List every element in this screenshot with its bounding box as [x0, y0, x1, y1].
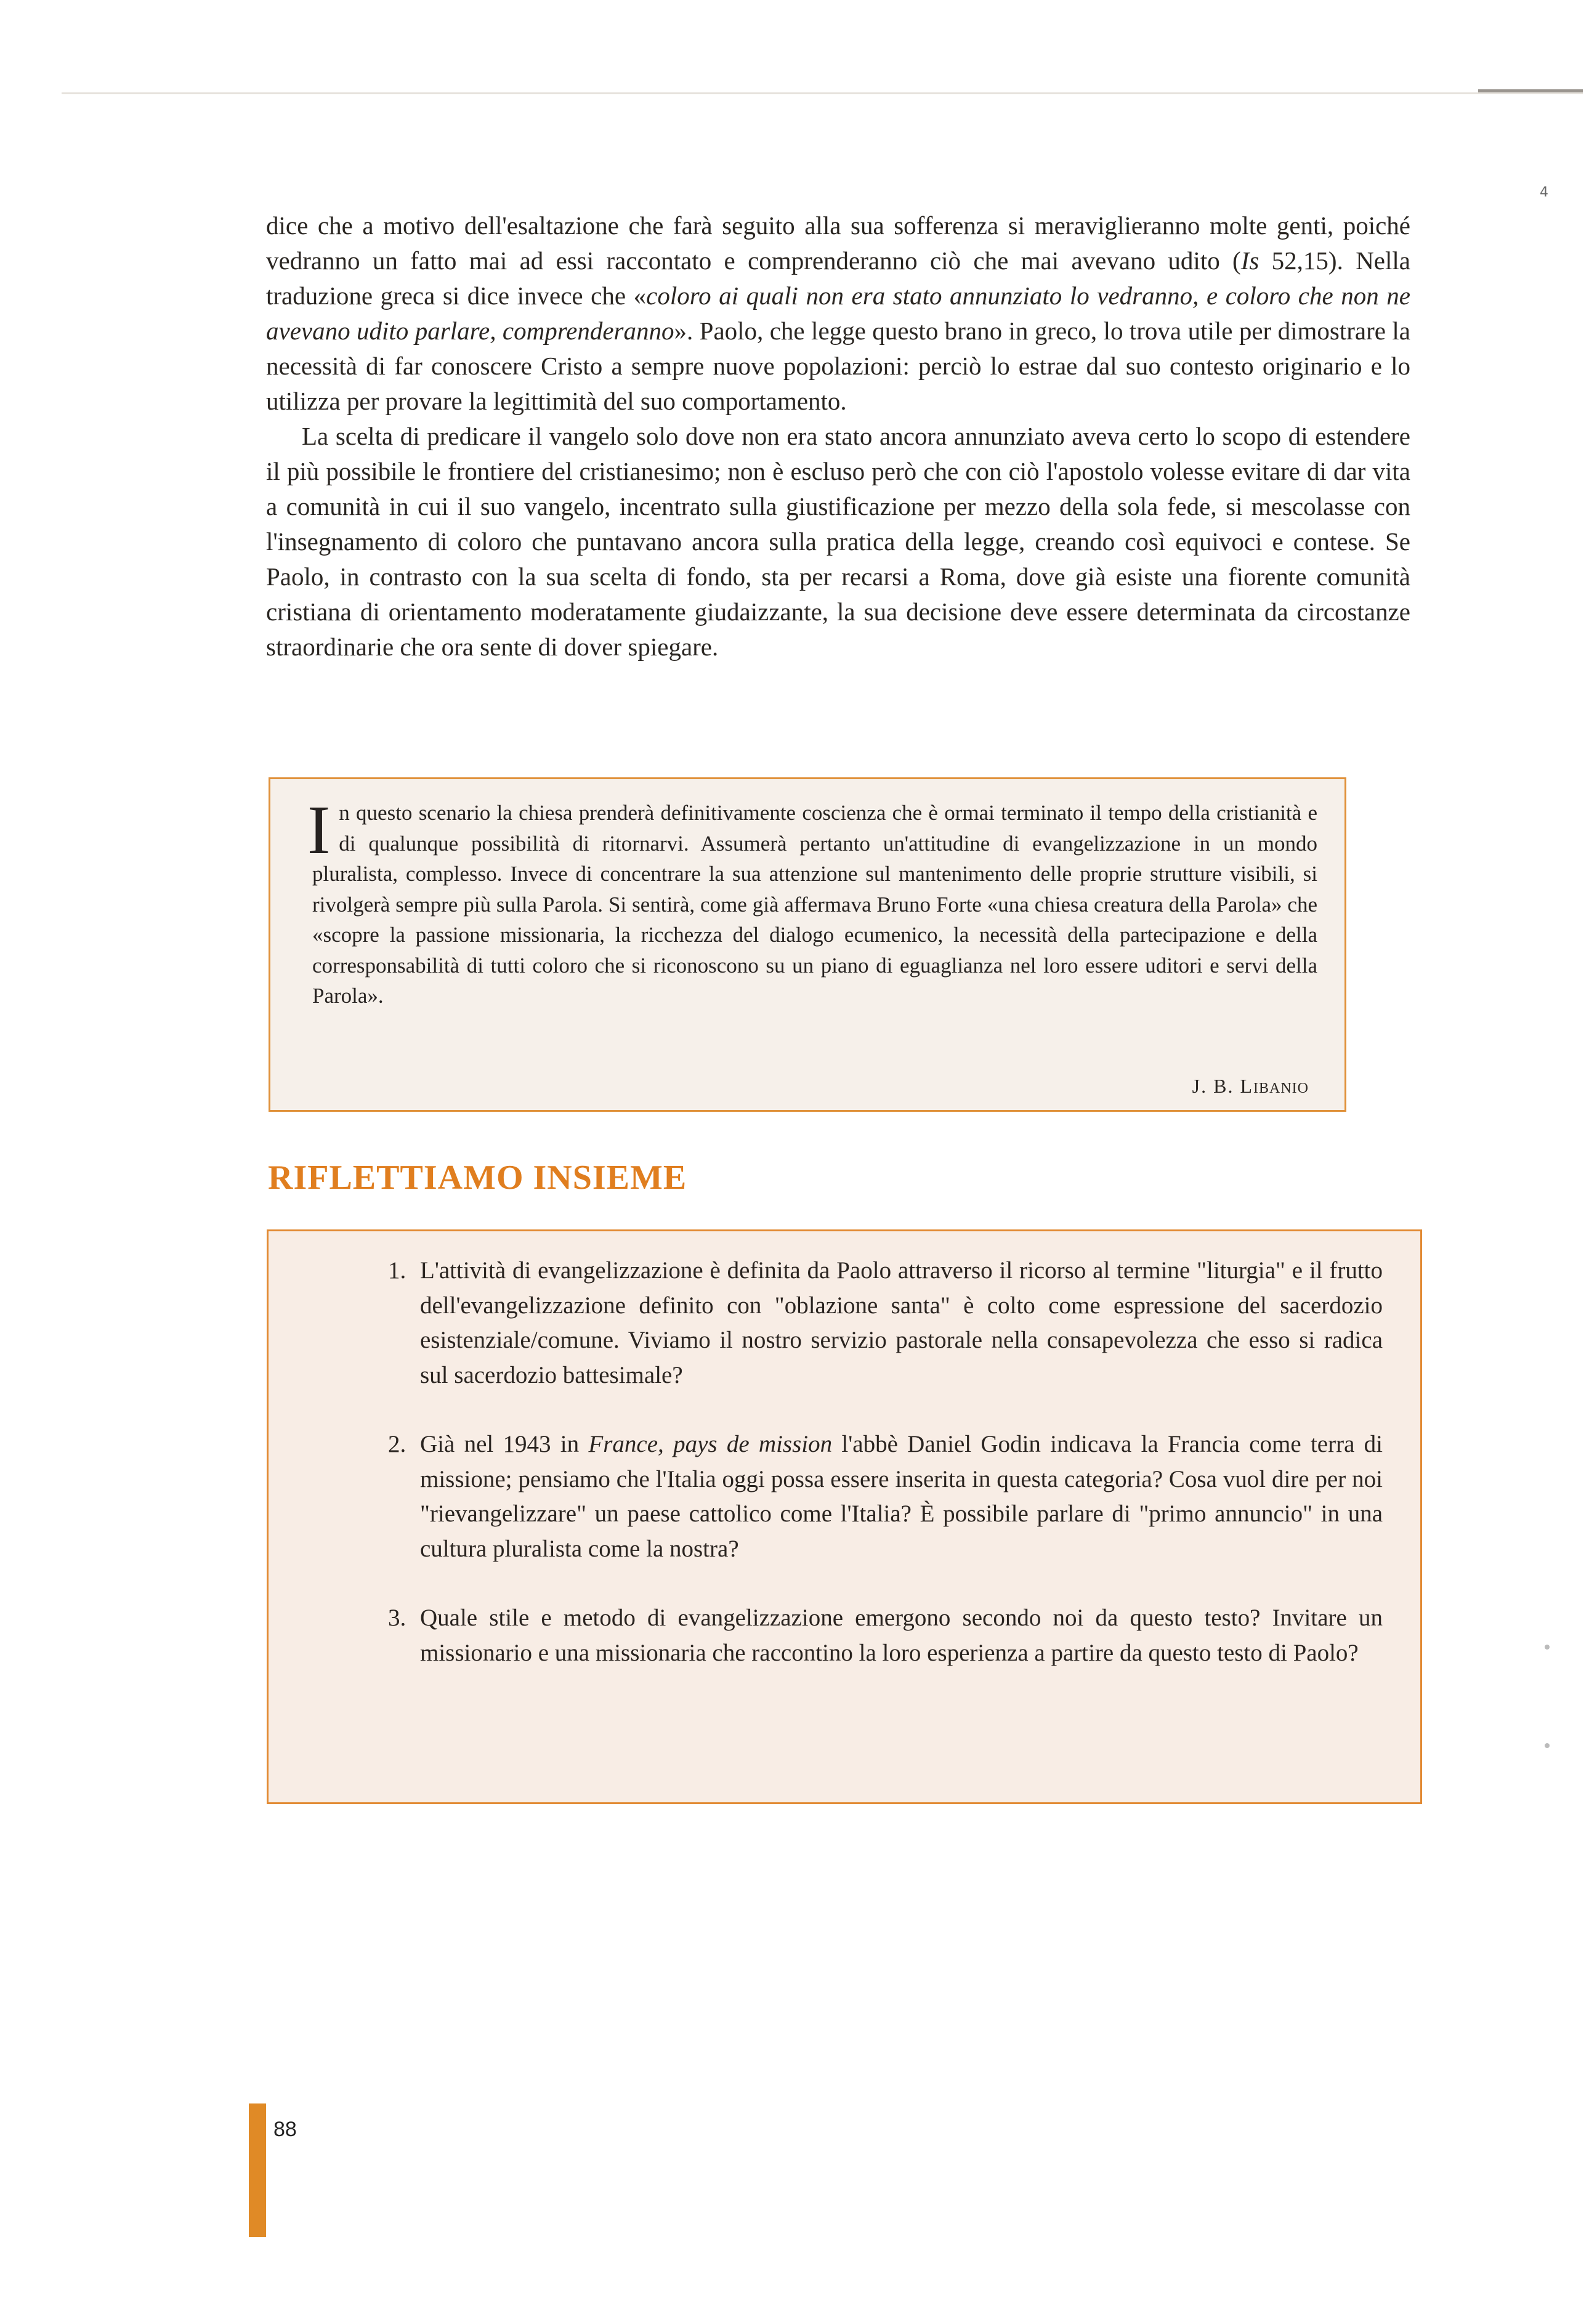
paragraph-1: dice che a motivo dell'esaltazione che farà seguito alla sua sofferenza si meraviglieranno molte genti, poiché vedranno un fatto mai ad essi raccontato e comprenderanno ciò che mai avevano udito (Is 52,15). Nella traduzione greca si dice invece che «coloro ai quali non era stato annunziato lo vedranno, e coloro che non ne avevano udito parlare, comprenderanno». Paolo, che legge questo brano in greco, lo trova utile per dimostrare la necessità di far conoscere Cristo a sempre nuove popolazioni: perciò lo estrae dal suo contesto originario e lo utilizza per provare la legittimità del suo comportamento. — [266, 211, 1410, 415]
body-text — [266, 208, 1410, 665]
corner-number: 4 — [1540, 185, 1548, 200]
question-item: 2. Già nel 1943 in France, pays de mission l'abbè Daniel Godin indicava la Francia come terra di missione; pensiamo che l'Italia oggi possa essere inserita in questa categoria? Cosa vuol dire per noi "rievangelizzare" un paese cattolico come l'Italia? È possibile parlare di "primo annuncio" in una cultura pluralista come la nostra? — [326, 1427, 1383, 1566]
quote-text: In questo scenario la chiesa prenderà definitivamente coscienza che è ormai terminato il tempo della cristianità e di qualunque possibilità di ritornarvi. Assumerà pertanto un'attitudine di evangelizzazione in un mondo pluralista, complesso. Invece di concentrare la sua attenzione sul mantenimento delle proprie strutture visibili, si rivolgerà sempre più sulla Parola. Si sentirà, come già affermava Bruno Forte «una chiesa creatura della Parola» che «scopre la passione missionaria, la ricchezza del dialogo ecumenico, la necessità della partecipazione e della corresponsabilità di tutti coloro che si riconoscono su un piano di eguaglianza nel loro essere uditori e servi della Parola». — [307, 792, 1317, 1008]
scan-mark — [1545, 1645, 1550, 1650]
section-title: RIFLETTIAMO INSIEME — [268, 1159, 687, 1197]
question-item: 3. Quale stile e metodo di evangelizzazione emergono secondo noi da questo testo? Invitare un missionario e una missionaria che raccontino la loro esperienza a partire da questo testo di Paolo? — [326, 1601, 1383, 1670]
page-number: 88 — [273, 2118, 297, 2141]
quote-dropcap: I — [307, 792, 331, 868]
paragraph-2: La scelta di predicare il vangelo solo dove non era stato ancora annunziato aveva certo lo scopo di estendere il più possibile le frontiere del cristianesimo; non è escluso però che con ciò l'apostolo volesse evitare di dar vita a comunità in cui il suo vangelo, incentrato sulla giustificazione per mezzo della sola fede, si mescolasse con l'insegnamento di coloro che puntavano ancora sulla pratica della legge, creando così equivoci e contese. Se Paolo, in contrasto con la sua scelta di fondo, sta per recarsi a Roma, dove già esiste una fiorente comunità cristiana di orientamento moderatamente giudaizzante, la sua decisione deve essere determinata da circostanze straordinarie che ora sente di dover spiegare. — [266, 422, 1410, 661]
top-rule-accent — [1478, 89, 1583, 92]
page-number-bar — [249, 2103, 266, 2237]
quote-box — [269, 777, 1346, 1112]
question-number: 2. — [388, 1431, 406, 1457]
scan-mark — [1545, 1743, 1550, 1748]
top-rule — [62, 92, 1583, 94]
question-number: 3. — [388, 1605, 406, 1631]
question-list — [326, 1253, 1383, 1705]
reflection-box — [267, 1229, 1422, 1804]
quote-author: J. B. LIBANIO — [1192, 1075, 1309, 1097]
question-number: 1. — [388, 1257, 406, 1284]
question-item: 1. L'attività di evangelizzazione è definita da Paolo attraverso il ricorso al termine "liturgia" e il frutto dell'evangelizzazione definito con "oblazione santa" è colto come espressione del sacerdozio esistenziale/comune. Viviamo il nostro servizio pastorale nella consapevolezza che esso si radica sul sacerdozio battesimale? — [326, 1253, 1383, 1393]
